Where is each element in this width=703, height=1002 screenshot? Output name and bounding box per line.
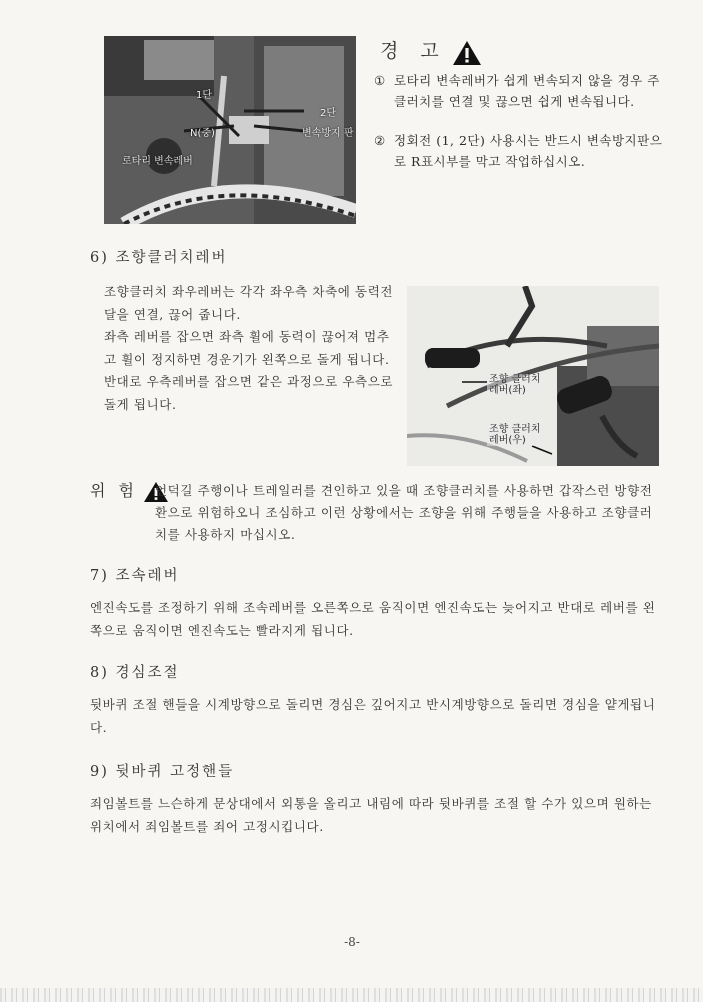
- section-8-heading: 8) 경심조절: [90, 665, 180, 681]
- warning-item-2-text: 정회전 (1, 2단) 사용시는 반드시 변속방지판으로 R표시부를 막고 작업하십시오.: [394, 133, 663, 169]
- danger-text: 언덕길 주행이나 트레일러를 견인하고 있을 때 조향클러치를 사용하면 갑작스런 방향전환으로 위험하오니 조심하고 이런 상황에서는 조향을 위해 주행들을 사용하고 조향클러치를 사용하지 마십시오.: [155, 483, 653, 542]
- label-first-gear: 1단: [196, 90, 213, 101]
- warning-item-2: [374, 130, 664, 172]
- warning-item-1-number: ①: [374, 73, 386, 88]
- label-left-steering-clutch: 조향 클러치 레버(좌): [489, 374, 541, 396]
- label-right-steering-clutch: 조향 클러치 레버(우): [489, 424, 541, 446]
- rotary-shift-lever-photo: [104, 36, 356, 224]
- label-rotary-shift-lever: 로타리 변속레버: [122, 156, 193, 167]
- label-neutral: N(중): [190, 128, 215, 139]
- danger-label: 위 험: [90, 481, 138, 500]
- section-8-text: 뒷바퀴 조절 핸들을 시계방향으로 돌리면 경심은 깊어지고 반시계방향으로 돌리면 경심을 얕게됩니다.: [90, 697, 656, 735]
- section-7-heading: 7) 조속레버: [90, 568, 180, 584]
- warning-item-1-text: 로타리 변속레버가 쉽게 변속되지 않을 경우 주클러치를 연결 및 끊으면 쉽게 변속됩니다.: [394, 73, 660, 109]
- page-number: -8-: [344, 935, 360, 949]
- section-7-text: 엔진속도를 조정하기 위해 조속레버를 오른쪽으로 움직이면 엔진속도는 늦어지고 반대로 레버를 왼쪽으로 움직이면 엔진속도는 빨라지게 됩니다.: [90, 600, 656, 638]
- warning-heading: [380, 36, 482, 66]
- section-9-text: 죄임볼트를 느슨하게 문상대에서 외통을 올리고 내림에 따라 뒷바퀴를 조절 할 수가 있으며 원하는 위치에서 죄임볼트를 죄어 고정시킵니다.: [90, 796, 652, 834]
- section-6-body: [104, 281, 396, 416]
- section-6-paragraph-1: 조향클러치 좌우레버는 각각 좌우측 차축에 동력전달을 연결, 끊어 줍니다.: [104, 284, 394, 322]
- label-shift-prevention-plate: 변속방지 판: [302, 128, 354, 139]
- section-6-paragraph-2: 좌측 레버를 잡으면 좌측 휠에 동력이 끊어져 멈추고 휠이 정지하면 경운기가 왼쪽으로 돌게 됩니다. 반대로 우측레버를 잡으면 같은 과정으로 우측으로 돌게 됩니다.: [104, 329, 394, 412]
- steering-clutch-lever-photo: [407, 286, 659, 466]
- warning-item-1: [374, 70, 664, 112]
- warning-title: 경 고: [380, 40, 447, 62]
- scan-edge-artifact: [0, 988, 703, 1002]
- section-9-heading: 9) 뒷바퀴 고정핸들: [90, 764, 235, 780]
- section-6-heading: 6) 조향클러치레버: [90, 250, 228, 266]
- label-second-gear: 2단: [320, 108, 337, 119]
- warning-triangle-icon: [452, 40, 482, 66]
- warning-item-2-number: ②: [374, 133, 386, 148]
